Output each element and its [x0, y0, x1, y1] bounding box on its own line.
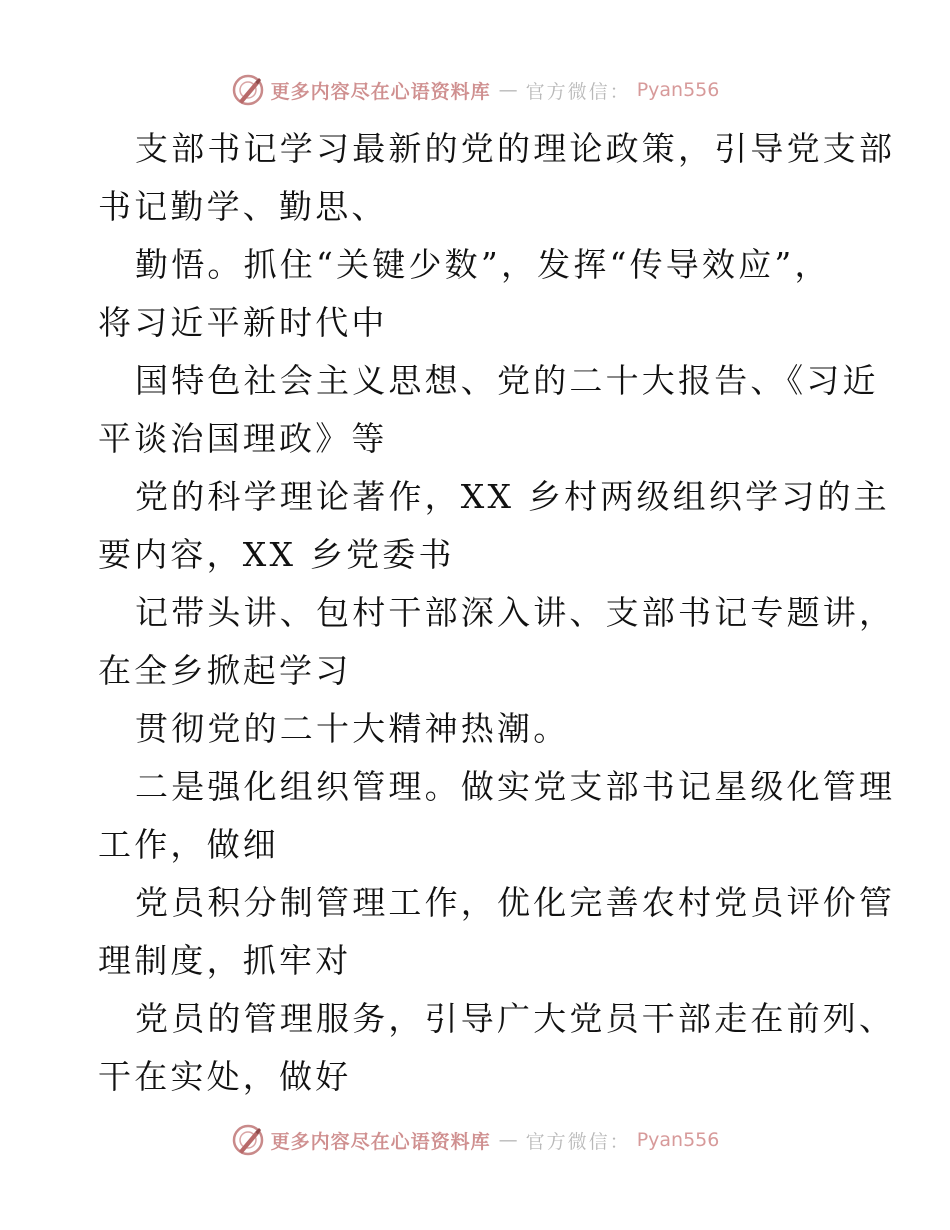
- document-body: [98, 120, 896, 1106]
- text-line: 记带头讲、包村干部深入讲、支部书记专题讲，: [135, 593, 896, 632]
- header-watermark: [0, 70, 950, 110]
- text-line: 工作，做细: [98, 825, 279, 864]
- watermark-site-name: 更多内容尽在心语资料库: [270, 80, 491, 103]
- text-line: 党员的管理服务，引导广大党员干部走在前列、: [135, 999, 896, 1038]
- text-line: 理制度，抓牢对: [98, 941, 352, 980]
- text-line: 党员积分制管理工作，优化完善农村党员评价管: [135, 883, 896, 922]
- text-line: 二是强化组织管理。做实党支部书记星级化管理: [135, 767, 896, 806]
- text-line: 平谈治国理政》等: [98, 419, 388, 458]
- text-line: 党的科学理论著作，XX 乡村两级组织学习的主: [135, 477, 890, 516]
- text-line: 支部书记学习最新的党的理论政策，引导党支部: [135, 129, 896, 168]
- watermark-label: 官方微信：: [525, 1130, 631, 1153]
- text-line: 要内容，XX 乡党委书: [98, 535, 455, 574]
- pen-circle-logo-icon: [231, 1123, 265, 1157]
- watermark-account: Pyan556: [636, 1129, 720, 1151]
- text-line: 干在实处，做好: [98, 1057, 352, 1096]
- watermark-separator: —: [498, 1129, 518, 1151]
- footer-watermark: [0, 1120, 950, 1160]
- text-line: 将习近平新时代中: [98, 303, 388, 342]
- watermark-site-name: 更多内容尽在心语资料库: [270, 1130, 491, 1153]
- text-line: 国特色社会主义思想、党的二十大报告、《习近: [135, 361, 879, 400]
- text-line: 勤悟。抓住“关键少数”，发挥“传导效应”，: [135, 245, 831, 284]
- watermark-label: 官方微信：: [525, 80, 631, 103]
- watermark-account: Pyan556: [636, 79, 720, 101]
- text-line: 书记勤学、勤思、: [98, 187, 388, 226]
- watermark-separator: —: [498, 79, 518, 101]
- text-line: 贯彻党的二十大精神热潮。: [135, 709, 570, 748]
- pen-circle-logo-icon: [231, 73, 265, 107]
- text-line: 在全乡掀起学习: [98, 651, 352, 690]
